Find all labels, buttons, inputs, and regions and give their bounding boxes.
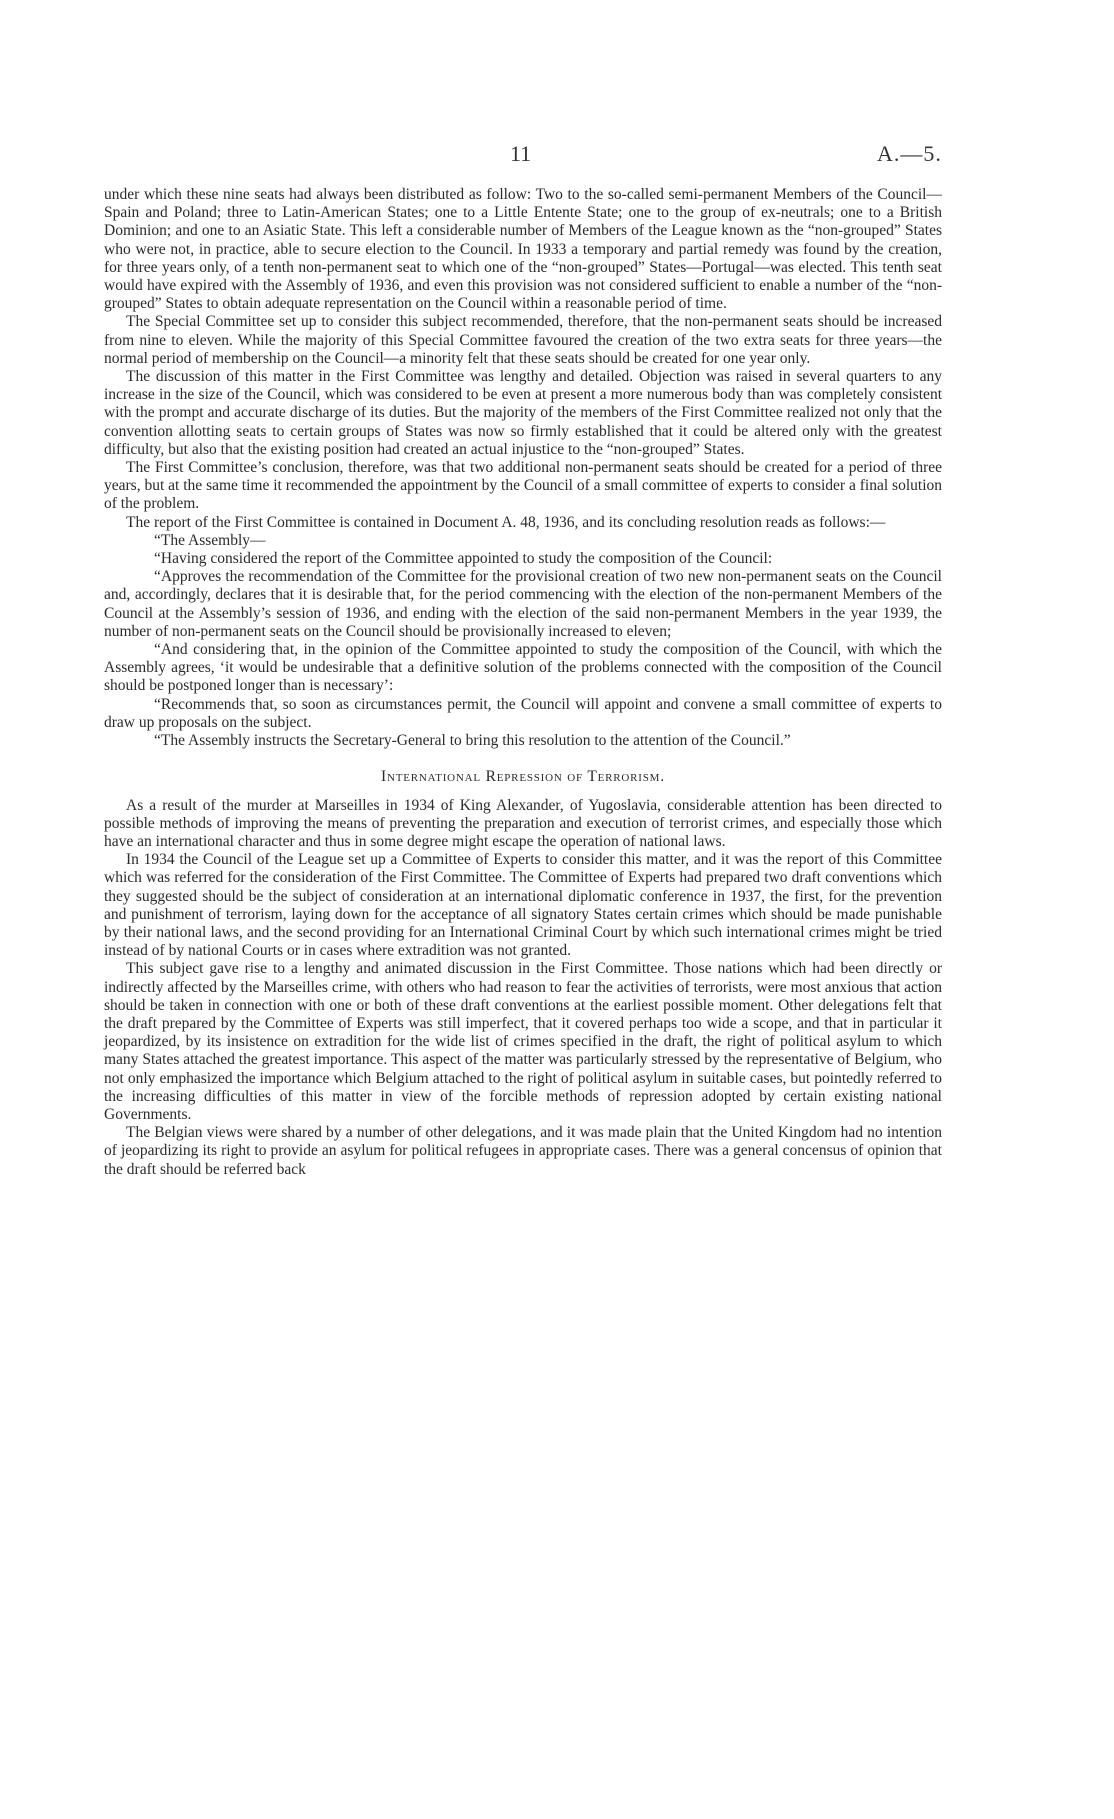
section-heading: International Repression of Terrorism. <box>381 768 665 786</box>
quote-paragraph: “The Assembly instructs the Secretary-General to bring this resolution to the attention of the Council.” <box>154 732 791 750</box>
quote-paragraph: “Having considered the report of the Committee appointed to study the composition of the Council: <box>154 550 773 568</box>
paragraph: In 1934 the Council of the League set up a Committee of Experts to consider this matter, and it was the report of this Committee which was referred for the consideration of the First Committee. The Committee of Experts had prepared two draft conventions which they suggested should be the subject of consideration at an international diplomatic conference in 1937, the first, for the prevention and punishment of terrorism, laying down for the acceptance of all signatory States certain crimes which should be made punishable by their national laws, and the second providing for an International Criminal Court by which such international crimes might be tried instead of by national Courts or in cases where extradition was not granted. <box>104 851 942 960</box>
page-header <box>0 141 1114 171</box>
paragraph: As a result of the murder at Marseilles in 1934 of King Alexander, of Yugoslavia, considerable attention has been directed to possible methods of improving the means of preventing the preparation and execution of terrorist crimes, and especially those which have an international character and thus in some degree might escape the operation of national laws. <box>104 796 942 850</box>
quote-line: “The Assembly— <box>154 531 266 549</box>
paragraph: The Belgian views were shared by a number of other delegations, and it was made plain that the United Kingdom had no intention of jeopardizing its right to provide an asylum for political refugees in appropriate cases. There was a general concensus of opinion that the draft should be referred back <box>104 1124 942 1178</box>
paragraph: This subject gave rise to a lengthy and animated discussion in the First Committee. Those nations which had been directly or indirectly affected by the Marseilles crime, with others who had reason to fear the activities of terrorists, were most anxious that action should be taken in connection with one or both of these draft conventions at the earliest possible moment. Other delegations felt that the draft prepared by the Committee of Experts was still imperfect, that it covered perhaps too wide a scope, and that in particular it jeopardized, by its insistence on extradition for the wide list of crimes specified in the draft, the right of political asylum to which many States attached the greatest importance. This aspect of the matter was particularly stressed by the representative of Belgium, who not only emphasized the importance which Belgium attached to the right of political asylum in suitable cases, but pointedly referred to the increasing difficulties of this matter in view of the forcible methods of repression adopted by certain existing national Governments. <box>104 960 942 1123</box>
paragraph: The First Committee’s conclusion, therefore, was that two additional non-permanent seats should be created for a period of three years, but at the same time it recommended the appointment by the Council of a small committee of experts to consider a final solution of the problem. <box>104 459 942 513</box>
body-text <box>104 186 942 1179</box>
quote-paragraph: “Approves the recommendation of the Committee for the provisional creation of two new non-permanent seats on the Council and, accordingly, declares that it is desirable that, for the period commencing with the election of the non-permanent Members of the Council at the Assembly’s session of 1936, and ending with the election of the said non-permanent Members in the year 1939, the number of non-permanent seats on the Council should be provisionally increased to eleven; <box>104 568 942 640</box>
paragraph: The report of the First Committee is contained in Document A. 48, 1936, and its concluding resolution reads as follows:— <box>126 513 886 531</box>
paragraph: under which these nine seats had always been distributed as follow: Two to the so-called semi-permanent Members of the Council—Spain and Poland; three to Latin-American States; one to a Little Entente State; one to the group of ex-neutrals; one to a British Dominion; and one to an Asiatic State. This left a considerable number of Members of the League known as the “non-grouped” States who were not, in practice, able to secure election to the Council. In 1933 a temporary and partial remedy was found by the creation, for three years only, of a tenth non-permanent seat to which one of the “non-grouped” States—Portugal—was elected. This tenth seat would have expired with the Assembly of 1936, and even this provision was not considered sufficient to enable a number of the “non-grouped” States to obtain adequate representation on the Council within a reasonable period of time. <box>104 186 942 313</box>
paragraph: The Special Committee set up to consider this subject recommended, therefore, that the non-permanent seats should be increased from nine to eleven. While the majority of this Special Committee favoured the creation of the two extra seats for three years—the normal period of membership on the Council—a minority felt that these seats should be created for one year only. <box>104 313 942 367</box>
document-reference: A.—5. <box>877 141 942 166</box>
quote-paragraph: “Recommends that, so soon as circumstances permit, the Council will appoint and convene a small committee of experts to draw up proposals on the subject. <box>104 695 942 731</box>
page-number: 11 <box>510 141 532 166</box>
paragraph: The discussion of this matter in the First Committee was lengthy and detailed. Objection was raised in several quarters to any increase in the size of the Council, which was considered to be even at present a more numerous body than was completely consistent with the prompt and accurate discharge of its duties. But the majority of the members of the First Committee realized not only that the convention allotting seats to certain groups of States was now so firmly established that it could be altered only with the greatest difficulty, but also that the existing position had created an actual injustice to the “non-grouped” States. <box>104 368 942 458</box>
quote-paragraph: “And considering that, in the opinion of the Committee appointed to study the composition of the Council, with which the Assembly agrees, ‘it would be undesirable that a definitive solution of the problems connected with the composition of the Council should be postponed longer than is necessary’: <box>104 641 942 695</box>
